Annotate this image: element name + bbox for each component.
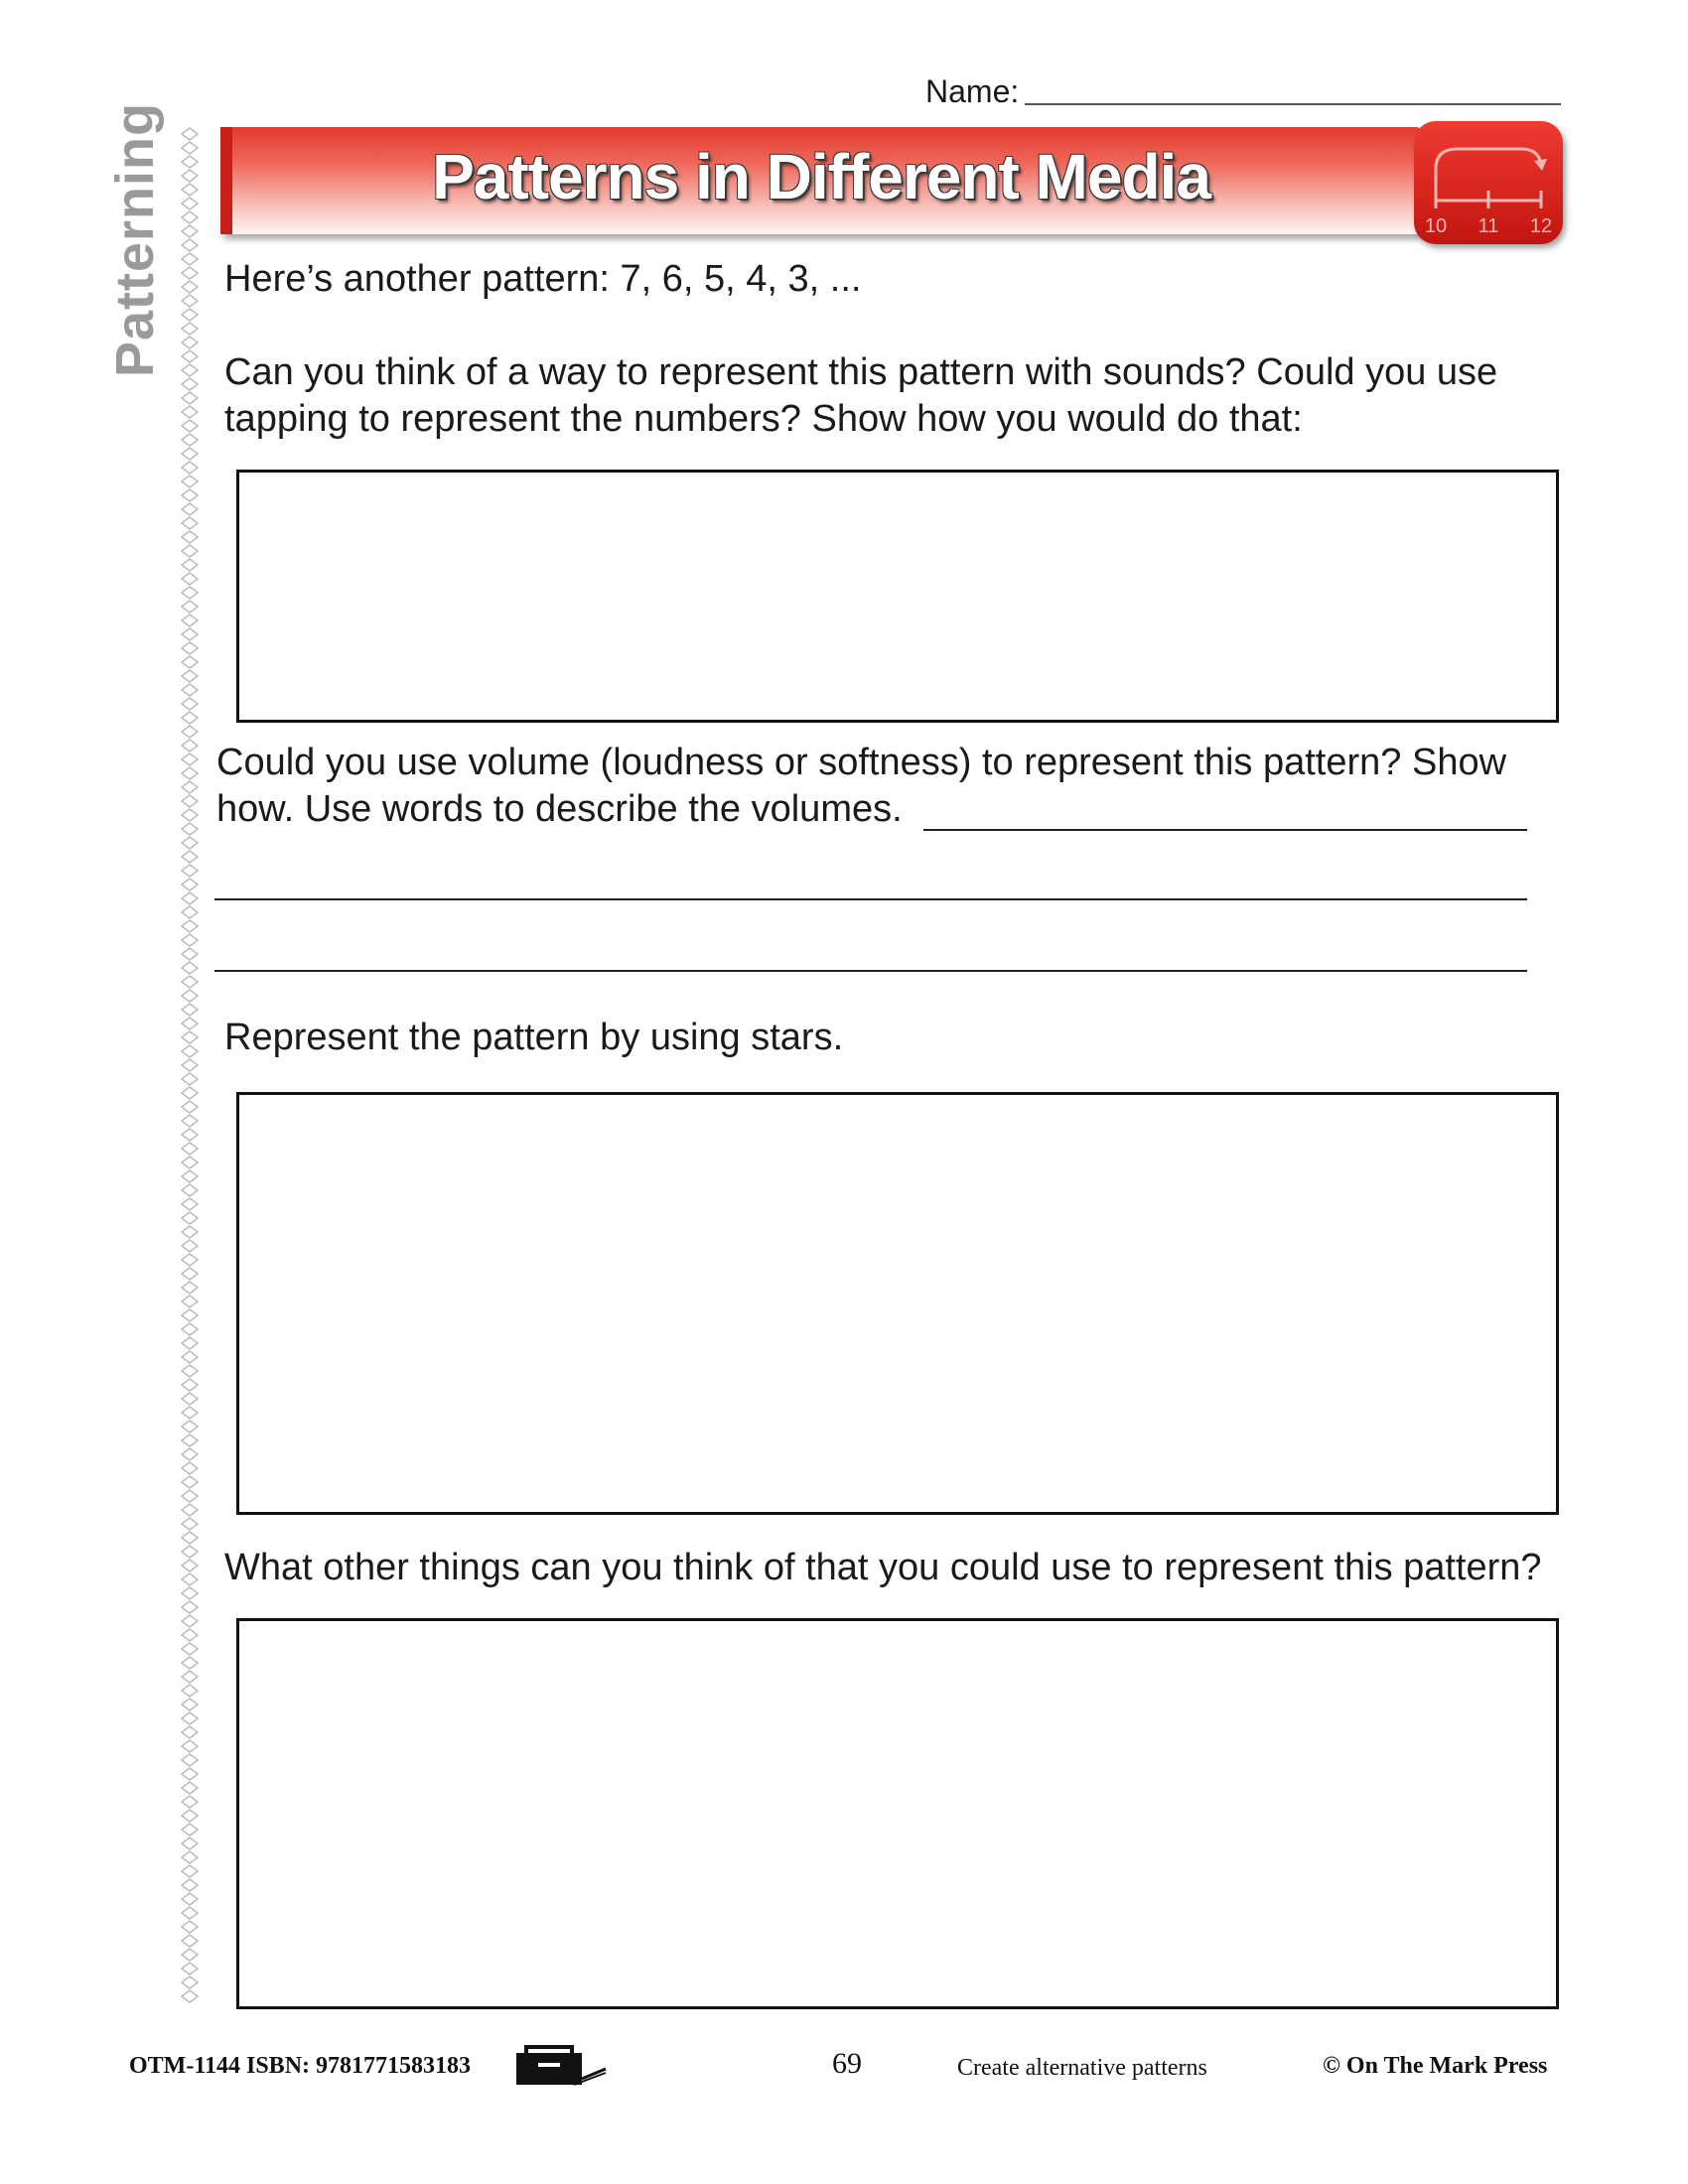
answer-line-volume-1[interactable] bbox=[923, 829, 1527, 831]
side-section-label: Patterning bbox=[105, 101, 165, 377]
decorative-chain-border bbox=[179, 127, 201, 2003]
answer-box-other[interactable] bbox=[236, 1618, 1559, 2009]
photocopier-icon bbox=[514, 2039, 610, 2089]
badge-number-10: 10 bbox=[1424, 215, 1448, 237]
footer-product-code: OTM-1144 ISBN: 9781771583183 bbox=[129, 2053, 472, 2079]
pattern-intro: Here’s another pattern: 7, 6, 5, 4, 3, ... bbox=[224, 258, 862, 300]
name-write-line[interactable] bbox=[1025, 103, 1561, 105]
number-line-badge bbox=[1414, 121, 1563, 244]
answer-line-volume-2[interactable] bbox=[214, 898, 1527, 900]
number-line-icon bbox=[1414, 121, 1563, 244]
answer-box-stars[interactable] bbox=[236, 1092, 1559, 1515]
question-other: What other things can you think of that you could use to represent this pattern? bbox=[224, 1547, 1542, 1588]
footer-copyright: © On The Mark Press bbox=[1323, 2053, 1548, 2079]
footer-topic: Create alternative patterns bbox=[957, 2055, 1207, 2081]
answer-box-sounds[interactable] bbox=[236, 470, 1559, 723]
badge-number-12: 12 bbox=[1529, 215, 1553, 237]
page-number: 69 bbox=[832, 2047, 862, 2080]
page-title: Patterns in Different Media bbox=[432, 141, 1210, 212]
name-label: Name: bbox=[925, 73, 1020, 109]
badge-number-11: 11 bbox=[1477, 215, 1499, 237]
answer-line-volume-3[interactable] bbox=[214, 970, 1527, 972]
question-volume: Could you use volume (loudness or softness) to represent this pattern? Show how. Use words to describe the volumes. bbox=[216, 742, 1507, 830]
question-sounds: Can you think of a way to represent this pattern with sounds? Could you use tapping to represent the numbers? Show how you would do that: bbox=[224, 351, 1498, 440]
question-stars: Represent the pattern by using stars. bbox=[224, 1017, 844, 1058]
